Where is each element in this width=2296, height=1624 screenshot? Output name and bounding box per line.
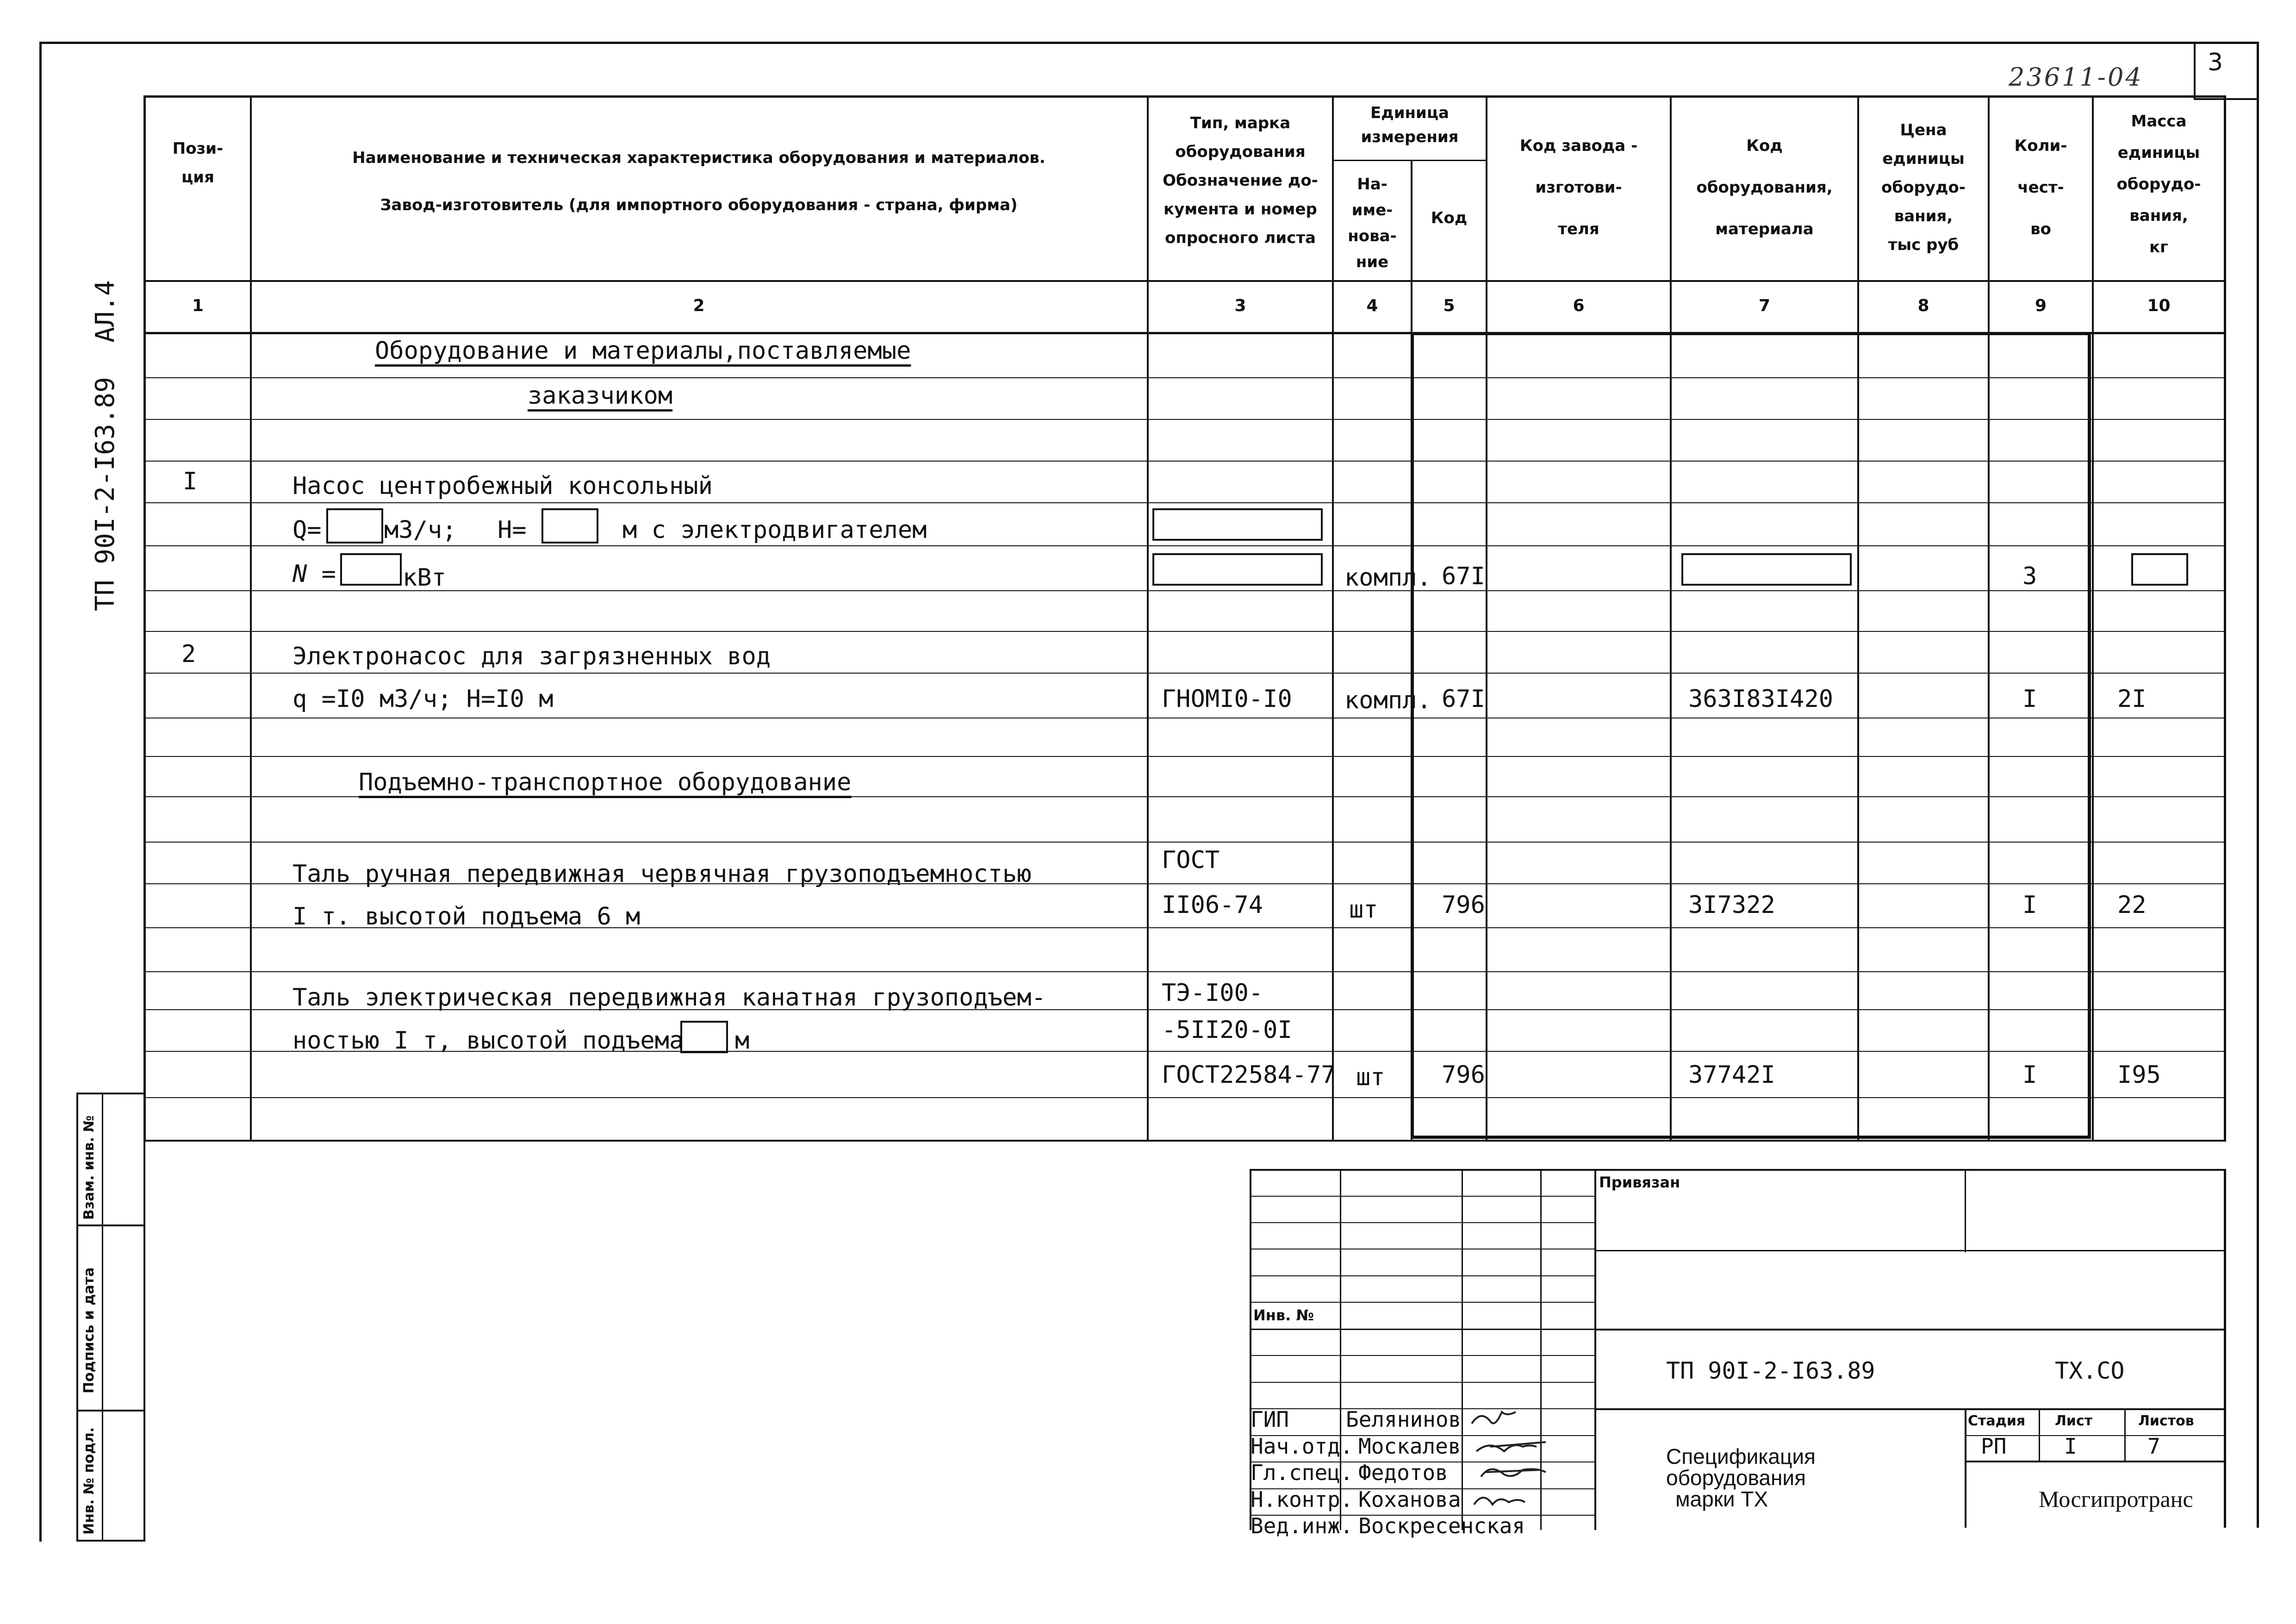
item2-type: ГНОМI0-I0 bbox=[1162, 685, 1292, 713]
left-album: АЛ.4 bbox=[90, 280, 120, 343]
section-customer-supplied-b: заказчиком bbox=[528, 382, 673, 410]
item1-q-unit: м3/ч; bbox=[384, 516, 457, 544]
item1-q: Q= bbox=[292, 516, 322, 544]
item1-qty: 3 bbox=[2022, 562, 2037, 590]
tb-doc-code: ТП 90I-2-I63.89 bbox=[1666, 1357, 1875, 1384]
signature-1 bbox=[1472, 1412, 1516, 1424]
item1-n-blank bbox=[340, 553, 402, 586]
hdr-price: Цена единицы оборудо- вания, тыс руб bbox=[1881, 121, 1966, 254]
item4-spec-unit: м bbox=[735, 1027, 750, 1055]
name-n-kontr: Коханова bbox=[1358, 1487, 1461, 1512]
section-lifting-equipment: Подъемно-транспортное оборудование bbox=[359, 768, 852, 796]
item4-qty: I bbox=[2022, 1061, 2037, 1089]
page-box-left bbox=[2194, 44, 2196, 100]
item1-h: H= bbox=[498, 516, 527, 544]
item1-h-unit: м с электродвигателем bbox=[622, 516, 927, 544]
hdr-equipment-code: Код оборудования, материала bbox=[1696, 137, 1833, 238]
role-gl-spec: Гл.спец. bbox=[1251, 1460, 1353, 1485]
role-ved-inzh: Вед.инж. bbox=[1251, 1513, 1353, 1538]
item1-type-blank-1 bbox=[1152, 508, 1323, 541]
tb-sheet-label: Лист bbox=[2055, 1413, 2093, 1429]
item4-code: 796 bbox=[1442, 1061, 1485, 1089]
role-n-kontr: Н.контр. bbox=[1251, 1487, 1353, 1512]
item2-code: 67I bbox=[1442, 685, 1485, 713]
tb-inv-no: Инв. № bbox=[1253, 1306, 1314, 1324]
item1-position: I bbox=[183, 468, 198, 495]
tb-title-2: оборудования bbox=[1666, 1466, 1806, 1490]
item2-spec: q =I0 м3/ч; H=I0 м bbox=[292, 685, 554, 713]
item4-equip: 37742I bbox=[1688, 1061, 1775, 1089]
role-gip: ГИП bbox=[1251, 1407, 1289, 1432]
signature-2 bbox=[1476, 1442, 1546, 1451]
item4-type-3: ГОСТ22584-77 bbox=[1162, 1061, 1336, 1089]
item1-n: N = bbox=[292, 560, 336, 588]
signature-scribbles bbox=[1462, 1403, 1601, 1532]
item4-type-1: ТЭ-I00- bbox=[1162, 979, 1263, 1007]
hdr-type: Тип, марка оборудования Обозначение до- кумента и номер опросного листа bbox=[1163, 114, 1318, 247]
colnum-10: 10 bbox=[2147, 296, 2171, 315]
frame-left bbox=[39, 42, 42, 1542]
item3-code: 796 bbox=[1442, 891, 1485, 919]
signature-4 bbox=[1474, 1498, 1525, 1505]
hdr-mass: Масса единицы оборудо- вания, кг bbox=[2116, 112, 2201, 256]
frame-top bbox=[39, 42, 2259, 44]
item3-spec: I т. высотой подъема 6 м bbox=[292, 903, 641, 931]
stamp-vzam-inv: Взам. инв. № bbox=[81, 1115, 97, 1220]
colnum-7: 7 bbox=[1758, 296, 1771, 315]
tb-sheets: 7 bbox=[2147, 1434, 2160, 1459]
item1-n-unit: кВт bbox=[403, 564, 446, 592]
item3-type-1: ГОСТ bbox=[1162, 846, 1220, 874]
item1-mass-blank bbox=[2131, 553, 2188, 586]
section-customer-supplied-a: Оборудование и материалы,поставляемые bbox=[375, 337, 911, 365]
hdr-name: Наименование и техническая характеристика оборудования и материалов. Завод-изготовитель (для импортного оборудования - страна, фирма) bbox=[352, 149, 1045, 214]
hdr-unit: Единица измерения bbox=[1361, 104, 1459, 146]
name-gip: Белянинов bbox=[1346, 1407, 1462, 1432]
colnum-6: 6 bbox=[1573, 296, 1585, 315]
item1-code: 67I bbox=[1442, 562, 1485, 590]
item4-height-blank bbox=[680, 1021, 728, 1053]
item2-unit: компл. bbox=[1344, 687, 1431, 714]
item3-type-2: II06-74 bbox=[1162, 891, 1263, 919]
tb-title-3: марки ТХ bbox=[1675, 1487, 1768, 1511]
item3-name: Таль ручная передвижная червячная грузоподъемностью bbox=[292, 860, 1032, 888]
tb-sheets-label: Листов bbox=[2138, 1413, 2194, 1429]
colnum-9: 9 bbox=[2035, 296, 2047, 315]
tb-mark: ТХ.СО bbox=[2055, 1357, 2125, 1384]
item4-spec: ностью I т, высотой подъема bbox=[292, 1027, 684, 1055]
tb-stage-label: Стадия bbox=[1968, 1413, 2026, 1429]
tb-organization: Мосгипротранс bbox=[2039, 1486, 2193, 1512]
item1-name: Насос центробежный консольный bbox=[292, 472, 713, 500]
colnum-3: 3 bbox=[1234, 296, 1246, 315]
colnum-4: 4 bbox=[1366, 296, 1378, 315]
tb-title-1: Спецификация bbox=[1666, 1444, 1816, 1468]
item1-type-blank-2 bbox=[1152, 553, 1323, 586]
hdr-position: Пози- ция bbox=[172, 139, 224, 187]
doc-number: 23611-04 bbox=[2009, 62, 2143, 92]
name-nach-otd: Москалев bbox=[1358, 1434, 1461, 1459]
item4-mass: I95 bbox=[2117, 1061, 2161, 1089]
hdr-quantity: Коли- чест- во bbox=[2014, 137, 2067, 238]
hdr-factory-code: Код завода - изготови- теля bbox=[1519, 137, 1638, 238]
item4-unit: шт bbox=[1356, 1063, 1385, 1091]
hdr-unit-name: На- име- нова- ние bbox=[1348, 175, 1397, 271]
item2-equip: 363I83I420 bbox=[1688, 685, 1834, 713]
item2-position: 2 bbox=[181, 640, 196, 668]
item3-qty: I bbox=[2022, 891, 2037, 919]
name-gl-spec: Федотов bbox=[1358, 1460, 1448, 1485]
item1-h-blank bbox=[541, 508, 598, 543]
item3-unit: шт bbox=[1349, 896, 1378, 924]
name-ved-inzh: Воскресенская bbox=[1358, 1513, 1525, 1538]
frame-right bbox=[2257, 42, 2259, 1528]
item4-type-2: -5II20-0I bbox=[1162, 1016, 1292, 1044]
tb-sheet: I bbox=[2064, 1434, 2077, 1459]
thick-border-block bbox=[1411, 332, 2091, 1139]
stamp-signature-date: Подпись и дата bbox=[81, 1267, 97, 1393]
page-number: 3 bbox=[2208, 49, 2223, 76]
item2-mass: 2I bbox=[2117, 685, 2147, 713]
colnum-5: 5 bbox=[1443, 296, 1455, 315]
item2-name: Электронасос для загрязненных вод bbox=[292, 643, 771, 670]
item3-equip: 3I7322 bbox=[1688, 891, 1775, 919]
stamp-inv-podl: Инв. № подл. bbox=[81, 1427, 97, 1535]
colnum-2: 2 bbox=[693, 296, 705, 315]
item4-name: Таль электрическая передвижная канатная грузоподъем- bbox=[292, 984, 1046, 1012]
item2-qty: I bbox=[2022, 685, 2037, 713]
item3-mass: 22 bbox=[2117, 891, 2147, 919]
item1-q-blank bbox=[326, 508, 383, 543]
colnum-8: 8 bbox=[1917, 296, 1929, 315]
left-doc-code: ТП 90I-2-I63.89 bbox=[90, 377, 120, 611]
role-nach-otd: Нач.отд. bbox=[1251, 1434, 1353, 1459]
item1-unit: компл. bbox=[1344, 564, 1431, 592]
item1-equip-blank bbox=[1681, 553, 1852, 586]
colnum-1: 1 bbox=[192, 296, 204, 315]
signature-3 bbox=[1481, 1469, 1546, 1477]
tb-privyazan: Привязан bbox=[1599, 1174, 1680, 1191]
tb-stage: РП bbox=[1981, 1434, 2007, 1459]
hdr-unit-code: Код bbox=[1431, 209, 1468, 227]
